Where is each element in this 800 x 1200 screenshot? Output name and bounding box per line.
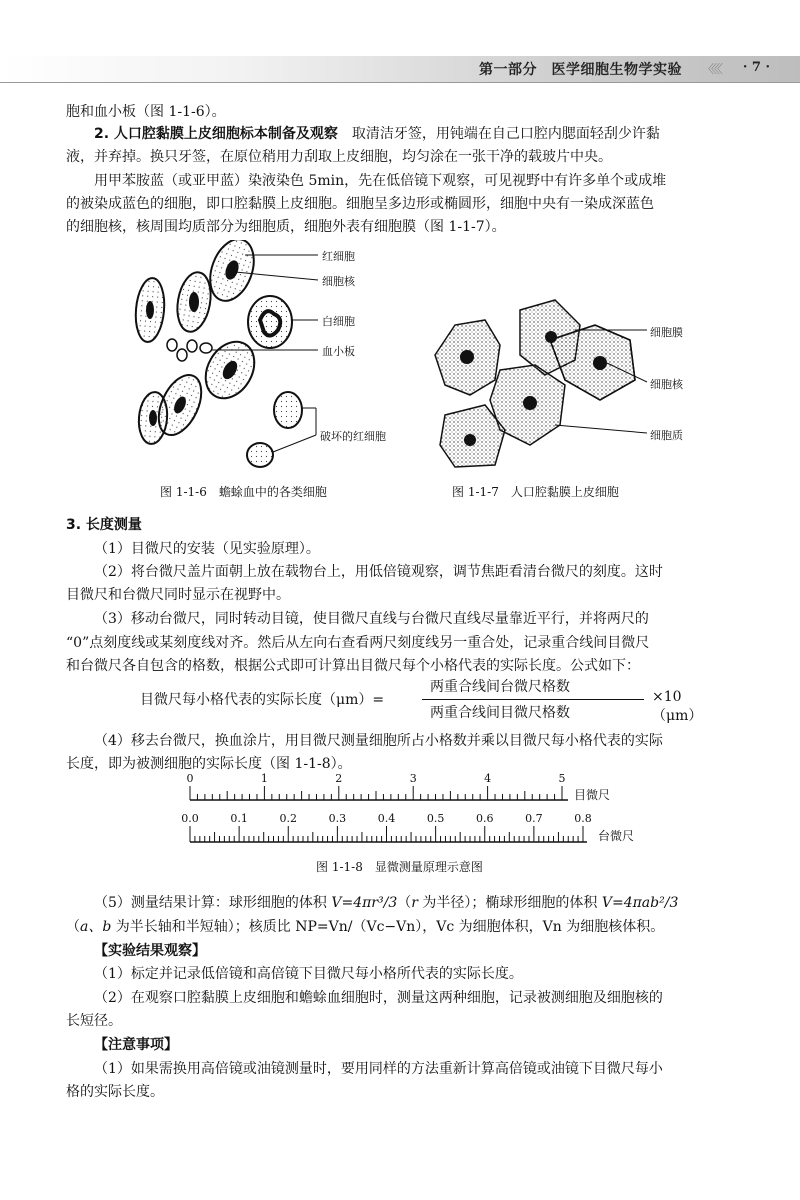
notes-heading: 【注意事项】 [94,1037,178,1053]
paragraph-text: （ [397,895,412,911]
page-number: · 7 · [742,60,770,75]
paragraph-line: （1）标定并记录低倍镜和高倍镜下目微尺每小格所代表的实际长度。 [94,966,523,982]
label-cell-nucleus: 细胞核 [650,378,683,391]
formula-numerator: 两重合线间台微尺格数 [430,679,570,695]
eyepiece-tick-label: 5 [558,772,566,785]
ellipsoid-volume-formula: V=4πab²/3 [601,895,679,911]
section-3-title: 3. 长度测量 [66,517,142,533]
paragraph-line: “0”点刻度线或某刻度线对齐。然后从左向右查看两尺刻度线另一重合处，记录重合线间目微尺 [66,635,650,651]
platelet [200,343,212,353]
paragraph-text: 为半径）；椭球形细胞的体积 [417,895,602,911]
stage-tick-label: 0.0 [181,812,199,825]
stage-micrometer-label: 台微尺 [598,829,635,843]
label-white-blood-cell: 白细胞 [322,315,355,328]
formula-rhs: ×10（μm） [652,689,703,724]
fraction-bar [422,699,644,700]
label-cell-membrane: 细胞膜 [650,326,683,339]
figure-1-1-7-illustration [425,285,685,470]
formula-denominator: 两重合线间目微尺格数 [430,705,570,721]
paragraph-line: 的细胞核，核周围均质部分为细胞质，细胞外表有细胞膜（图 1-1-7）。 [66,219,506,235]
paragraph-line: 用甲苯胺蓝（或亚甲蓝）染液染色 5min，先在低倍镜下观察，可见视野中有许多单个或成堆 [94,173,667,189]
label-cytoplasm: 细胞质 [650,429,683,442]
figure-1-1-8-rulers [170,770,640,850]
eyepiece-micrometer-label: 目微尺 [574,788,611,802]
paragraph-line: 格的实际长度。 [66,1084,164,1100]
stage-tick-label: 0.8 [574,812,592,825]
paragraph-line [66,916,746,938]
results-heading: 【实验结果观察】 [94,943,206,959]
eyepiece-tick-label: 0 [186,772,194,785]
section-2-title: 2. 人口腔黏膜上皮细胞标本制备及观察 [94,126,338,142]
figure-1-1-7-caption: 图 1-1-7 人口腔黏膜上皮细胞 [452,485,619,499]
eyepiece-tick-label: 3 [409,772,417,785]
radius-symbol: r [411,895,418,911]
destroyed-red-blood-cell [274,392,302,428]
paragraph-text: 为半长轴和半短轴）；核质比 NP=Vn/（Vc−Vn），Vc 为细胞体积，Vn 为细胞核体积。 [111,919,665,935]
label-nucleus: 细胞核 [322,275,355,288]
label-destroyed-red-blood-cell: 破坏的红细胞 [320,430,386,443]
paragraph-line: 和台微尺各自包含的格数，根据公式即可计算出目微尺每个小格代表的实际长度。公式如下： [66,658,640,674]
paragraph-line: （2）在观察口腔黏膜上皮细胞和蟾蜍血细胞时，测量这两种细胞，记录被测细胞及细胞核的 [94,990,663,1006]
white-blood-cell [248,296,292,348]
notes-heading-line [94,1034,774,1056]
paragraph-line [94,892,774,914]
sphere-volume-formula: V=4πr³/3 [331,895,398,911]
section-3-title-line [66,514,746,536]
formula [140,676,703,724]
running-header-title: 第一部分 医学细胞生物学实验 [479,62,682,78]
paragraph-text: （5）测量结果计算：球形细胞的体积 [94,895,332,911]
eyepiece-tick-label: 2 [335,772,343,785]
figure-1-1-6-caption: 图 1-1-6 蟾蜍血中的各类细胞 [160,485,327,499]
stage-tick-label: 0.7 [525,812,543,825]
label-platelet: 血小板 [322,345,355,358]
paragraph-line: （1）如果需换用高倍镜或油镜测量时，要用同样的方法重新计算高倍镜或油镜下目微尺每小 [94,1061,663,1077]
chevron-decoration-icon: 〈〈〈〈 [701,62,720,76]
eyepiece-tick-label: 1 [260,772,268,785]
paragraph-line: 目微尺和台微尺同时显示在视野中。 [66,587,290,603]
paragraph-line: （1）目微尺的安装（见实验原理）。 [94,541,320,557]
paragraph-line: （4）移去台微尺，换血涂片，用目微尺测量细胞所占小格数并乘以目微尺每小格代表的实际 [94,733,663,749]
paragraph-text: （ [66,919,80,935]
section-2-line-1 [94,123,774,145]
eyepiece-tick-label: 4 [484,772,492,785]
paragraph-line: 的被染成蓝色的细胞，即口腔黏膜上皮细胞。细胞呈多边形或椭圆形，细胞中央有一染成深蓝色 [66,196,654,212]
destroyed-red-blood-cell [247,443,273,467]
header-rule [0,82,800,83]
axis-symbols: a、b [80,919,112,935]
paragraph-text: 取清洁牙签，用钝端在自己口腔内腮面轻刮少许黏 [337,126,660,142]
paragraph-line: 胞和血小板（图 1-1-6）。 [66,104,226,120]
paragraph-line: 长度，即为被测细胞的实际长度（图 1-1-8）。 [66,756,352,772]
stage-tick-label: 0.6 [476,812,494,825]
paragraph-line: 液，并弃掉。换只牙签，在原位稍用力刮取上皮细胞，均匀涂在一张干净的载玻片中央。 [66,149,612,165]
paragraph-line: （3）移动台微尺，同时转动目镜，使目微尺直线与台微尺直线尽量靠近平行，并将两尺的 [94,611,649,627]
stage-tick-label: 0.5 [426,812,445,825]
stage-tick-label: 0.3 [328,812,347,825]
stage-tick-label: 0.1 [230,812,248,825]
paragraph-line: 长短径。 [66,1013,122,1029]
stage-tick-label: 0.2 [279,812,297,825]
label-red-blood-cell: 红细胞 [322,250,355,263]
paragraph-line: （2）将台微尺盖片面朝上放在载物台上，用低倍镜观察，调节焦距看清台微尺的刻度。这时 [94,564,663,580]
stage-tick-label: 0.4 [377,812,396,825]
results-heading-line [94,940,774,962]
figure-1-1-8-caption: 图 1-1-8 显微测量原理示意图 [316,860,483,874]
formula-lhs: 目微尺每小格代表的实际长度（μm）= [140,692,385,708]
